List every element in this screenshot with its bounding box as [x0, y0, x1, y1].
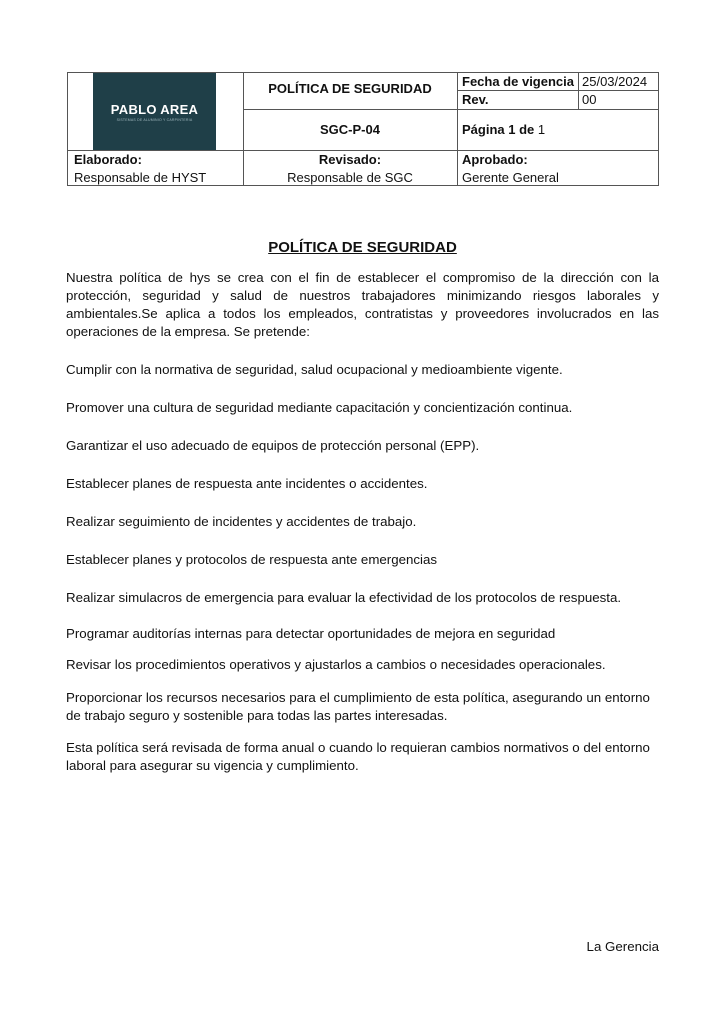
rev-value: 00	[582, 92, 597, 107]
pagina-total: 1	[537, 122, 546, 137]
fecha-label: Fecha de vigencia	[462, 74, 574, 89]
list-item: Establecer planes y protocolos de respuesta ante emergencias	[66, 552, 438, 567]
list-item: Programar auditorías internas para detectar oportunidades de mejora en seguridad	[66, 626, 556, 641]
intro-paragraph: Nuestra política de hys se crea con el fin de establecer el compromiso de la dirección con la protección, seguridad y salud de nuestros trabajadores minimizando riesgos laborales y ambientales.Se aplica a todos los empleados, contratistas y proveedores involucrados en las operaciones de la empresa. Se pretende:	[66, 270, 659, 339]
list-item: Realizar simulacros de emergencia para evaluar la efectividad de los protocolos de respuesta.	[66, 590, 622, 605]
elaborado-label: Elaborado:	[74, 152, 142, 167]
company-logo	[93, 73, 216, 150]
list-item: Cumplir con la normativa de seguridad, salud ocupacional y medioambiente vigente.	[66, 362, 563, 377]
logo-text: PABLO AREA	[110, 101, 199, 117]
divider	[68, 150, 659, 151]
rev-label: Rev.	[462, 92, 489, 107]
fecha-value: 25/03/2024	[582, 74, 648, 89]
document-header-table	[67, 72, 659, 186]
divider	[457, 90, 659, 91]
list-item: Garantizar el uso adecuado de equipos de protección personal (EPP).	[66, 438, 480, 453]
header-doc-title: POLÍTICA DE SEGURIDAD	[268, 81, 432, 96]
pagina-indicator	[462, 122, 545, 137]
signature: La Gerencia	[586, 939, 659, 954]
aprobado-label: Aprobado:	[462, 152, 528, 167]
logo-tagline: SISTEMAS DE ALUMINIO Y CARPINTERIA	[116, 117, 193, 122]
list-item: Establecer planes de respuesta ante incidentes o accidentes.	[66, 476, 428, 491]
list-item: Promover una cultura de seguridad mediante capacitación y concientización continua.	[66, 400, 573, 415]
revisado-value: Responsable de SGC	[287, 170, 413, 185]
doc-code: SGC-P-04	[320, 122, 380, 137]
review-paragraph: Esta política será revisada de forma anual o cuando lo requieran cambios normativos o del entorno laboral para asegurar su vigencia y cumplimiento.	[66, 740, 650, 773]
aprobado-value: Gerente General	[462, 170, 559, 185]
revisado-label: Revisado:	[318, 152, 382, 167]
list-item: Revisar los procedimientos operativos y ajustarlos a cambios o necesidades operacionales.	[66, 657, 606, 672]
divider	[243, 109, 659, 110]
divider	[578, 73, 579, 109]
elaborado-value: Responsable de HYST	[74, 170, 207, 185]
pagina-label: Página 1 de	[462, 122, 535, 137]
page-title: POLÍTICA DE SEGURIDAD	[268, 239, 457, 256]
resources-paragraph: Proporcionar los recursos necesarios para el cumplimiento de esta política, asegurando un entorno de trabajo seguro y sostenible para todas las partes interesadas.	[66, 690, 650, 723]
list-item: Realizar seguimiento de incidentes y accidentes de trabajo.	[66, 514, 417, 529]
